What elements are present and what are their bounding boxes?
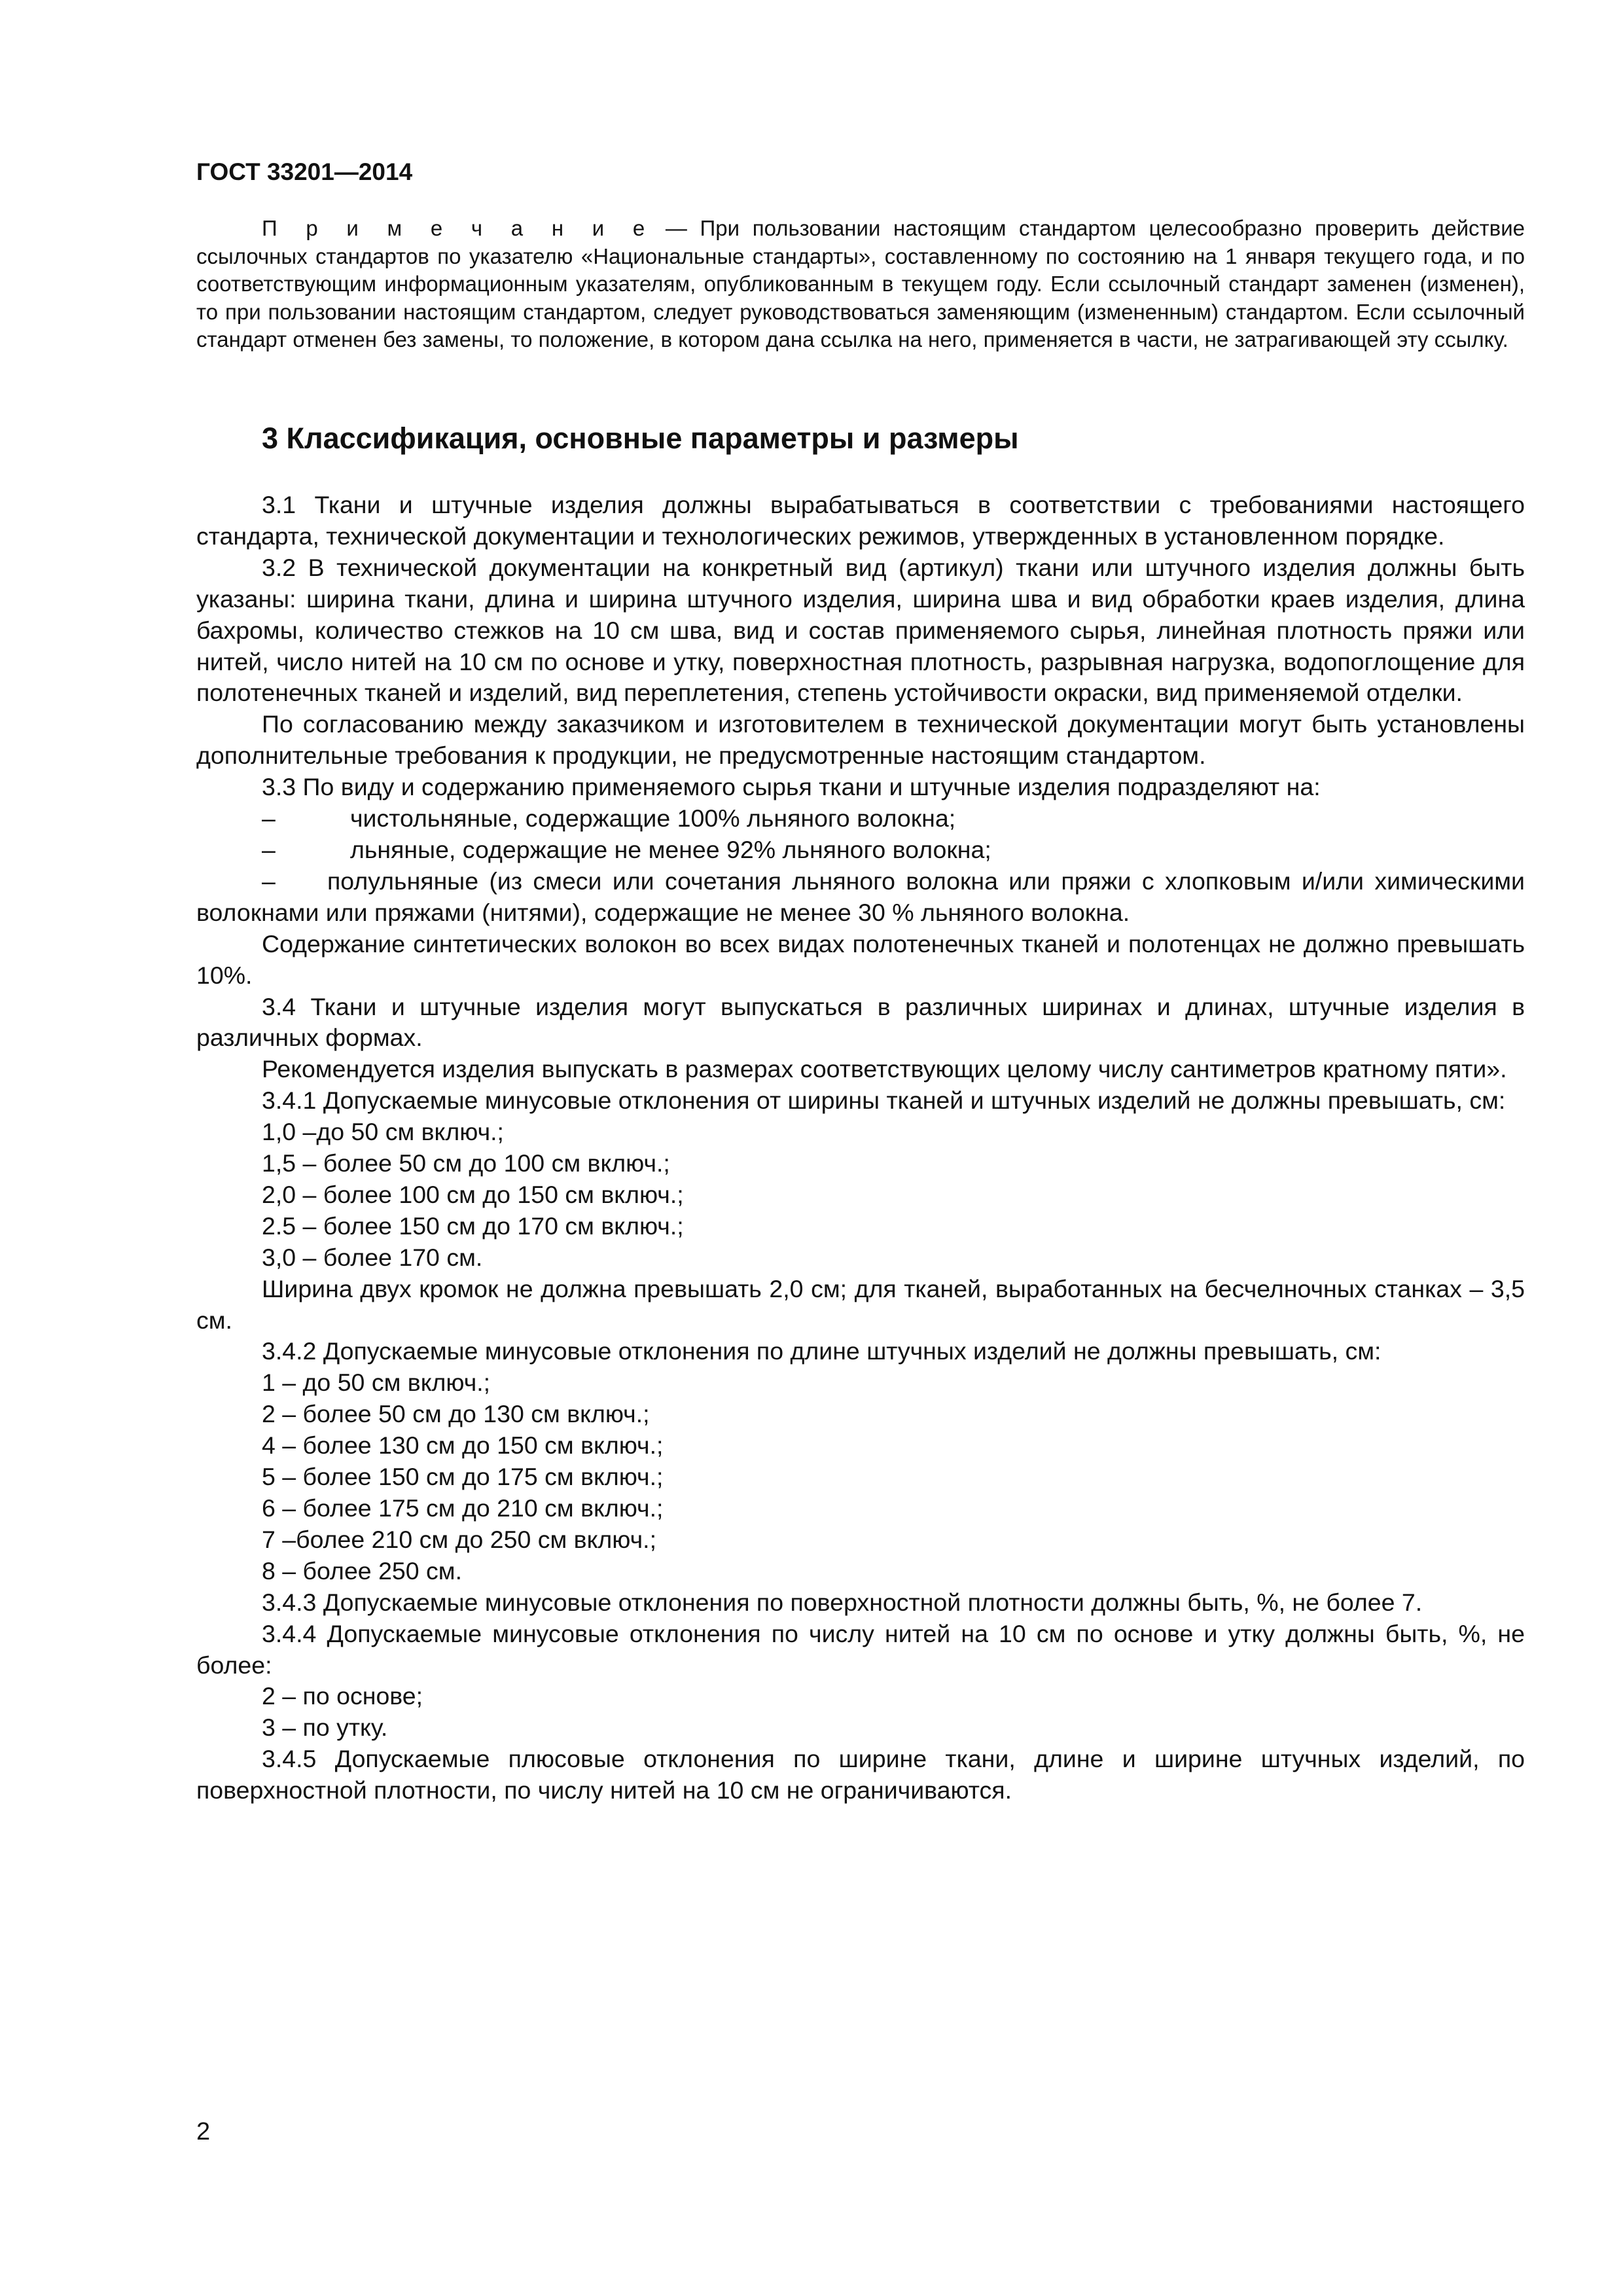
- width-tolerance-item: 1,0 –до 50 см включ.;: [262, 1118, 504, 1146]
- thread-tolerance-item: 3 – по утку.: [262, 1713, 388, 1742]
- clause-3-1: 3.1 Ткани и штучные изделия должны вырабатываться в соответствии с требованиями настоящего стандарта, технической документации и технологических режимов, утвержденных в установленном порядке.: [196, 491, 1525, 550]
- clause-3-4-5: 3.4.5 Допускаемые плюсовые отклонения по ширине ткани, длине и ширине штучных изделий, по поверхностной плотности, по числу нитей на 10 см не ограничиваются.: [196, 1745, 1525, 1804]
- width-tolerance-item: 3,0 – более 170 см.: [262, 1243, 483, 1271]
- list-dash: –: [262, 835, 276, 863]
- list-item-raw-material: [196, 866, 1525, 929]
- note-text: — При пользовании настоящим стандартом целесообразно проверить действие ссылочных стандартов по указателю «Национальные стандарты», составленному по состоянию на 1 января текущего года, и по соответствующим информационным указателям, опубликованным в текущем году. Если ссылочный стандарт заменен (изменен), то при пользовании настоящим стандартом, следует руководствоваться заменяющим (измененным) стандартом. Если ссылочный стандарт отменен без замены, то положение, в котором дана ссылка на него, применяется в части, не затрагивающей эту ссылку.: [196, 216, 1525, 351]
- clause-3-4-1: 3.4.1 Допускаемые минусовые отклонения от ширины тканей и штучных изделий не должны превышать, см:: [262, 1086, 1506, 1115]
- list-dash: –: [262, 867, 276, 895]
- list-item-text: полульняные (из смеси или сочетания льняного волокна или пряжи с хлопковым и/или химическими волокнами или пряжами (нитями), содержащие не менее 30 % льняного волокна.: [196, 867, 1525, 926]
- clause-3-2-agreement: По согласованию между заказчиком и изготовителем в технической документации могут быть установлены дополнительные требования к продукции, не предусмотренные настоящим стандартом.: [196, 710, 1525, 770]
- clause-3-4: 3.4 Ткани и штучные изделия могут выпускаться в различных ширинах и длинах, штучные изделия в различных формах.: [196, 992, 1525, 1052]
- clause-3-4-recommendation: Рекомендуется изделия выпускать в размерах соответствующих целому числу сантиметров кратному пяти».: [262, 1055, 1507, 1083]
- thread-tolerance-item: 2 – по основе;: [262, 1682, 423, 1710]
- clause-3-3-synthetic: Содержание синтетических волокон во всех видах полотенечных тканей и полотенцах не должно превышать 10%.: [196, 929, 1525, 989]
- width-tolerance-item: 1,5 – более 50 см до 100 см включ.;: [262, 1149, 670, 1177]
- clause-3-4-4: 3.4.4 Допускаемые минусовые отклонения по числу нитей на 10 см по основе и утку должны быть, %, не более:: [196, 1619, 1525, 1679]
- length-tolerance-item: 5 – более 150 см до 175 см включ.;: [262, 1463, 664, 1491]
- note-label: П р и м е ч а н и е: [262, 216, 653, 240]
- clause-3-4-2: 3.4.2 Допускаемые минусовые отклонения по длине штучных изделий не должны превышать, см:: [262, 1337, 1382, 1365]
- length-tolerance-item: 2 – более 50 см до 130 см включ.;: [262, 1400, 650, 1428]
- length-tolerance-item: 6 – более 175 см до 210 см включ.;: [262, 1494, 664, 1522]
- length-tolerance-item: 8 – более 250 см.: [262, 1556, 463, 1585]
- note-paragraph: [196, 215, 1525, 354]
- list-item-raw-material: [196, 834, 1525, 866]
- document-code-header: ГОСТ 33201—2014: [196, 158, 413, 185]
- list-item-raw-material: [196, 803, 1525, 834]
- length-tolerance-item: 1 – до 50 см включ.;: [262, 1369, 491, 1397]
- page-number: 2: [196, 2118, 211, 2145]
- clause-3-3: 3.3 По виду и содержанию применяемого сырья ткани и штучные изделия подразделяют на:: [262, 773, 1321, 801]
- clause-3-4-1-selvage: Ширина двух кромок не должна превышать 2,0 см; для тканей, выработанных на бесчелночных станках – 3,5 см.: [196, 1274, 1525, 1334]
- width-tolerance-item: 2.5 – более 150 см до 170 см включ.;: [262, 1211, 684, 1240]
- width-tolerance-item: 2,0 – более 100 см до 150 см включ.;: [262, 1180, 684, 1208]
- section-title: 3 Классификация, основные параметры и размеры: [262, 422, 1019, 455]
- length-tolerance-item: 7 –более 210 см до 250 см включ.;: [262, 1525, 656, 1553]
- clause-3-2: 3.2 В технической документации на конкретный вид (артикул) ткани или штучного изделия должны быть указаны: ширина ткани, длина и ширина штучного изделия, ширина шва и вид обработки краев изделия, длина бахромы, количество стежков на 10 см шва, вид и состав применяемого сырья, линейная плотность пряжи или нитей, число нитей на 10 см по основе и утку, поверхностная плотность, разрывная нагрузка, водопоглощение для полотенечных тканей и изделий, вид переплетения, степень устойчивости окраски, вид применяемой отделки.: [196, 553, 1525, 707]
- list-item-text: льняные, содержащие не менее 92% льняного волокна;: [350, 835, 991, 863]
- list-item-text: чистольняные, содержащие 100% льняного волокна;: [350, 804, 956, 833]
- note-block: [196, 215, 1525, 354]
- list-dash: –: [262, 804, 276, 833]
- clause-3-4-3: 3.4.3 Допускаемые минусовые отклонения по поверхностной плотности должны быть, %, не более 7.: [262, 1588, 1423, 1616]
- section-body: [196, 490, 1525, 1806]
- length-tolerance-item: 4 – более 130 см до 150 см включ.;: [262, 1431, 664, 1460]
